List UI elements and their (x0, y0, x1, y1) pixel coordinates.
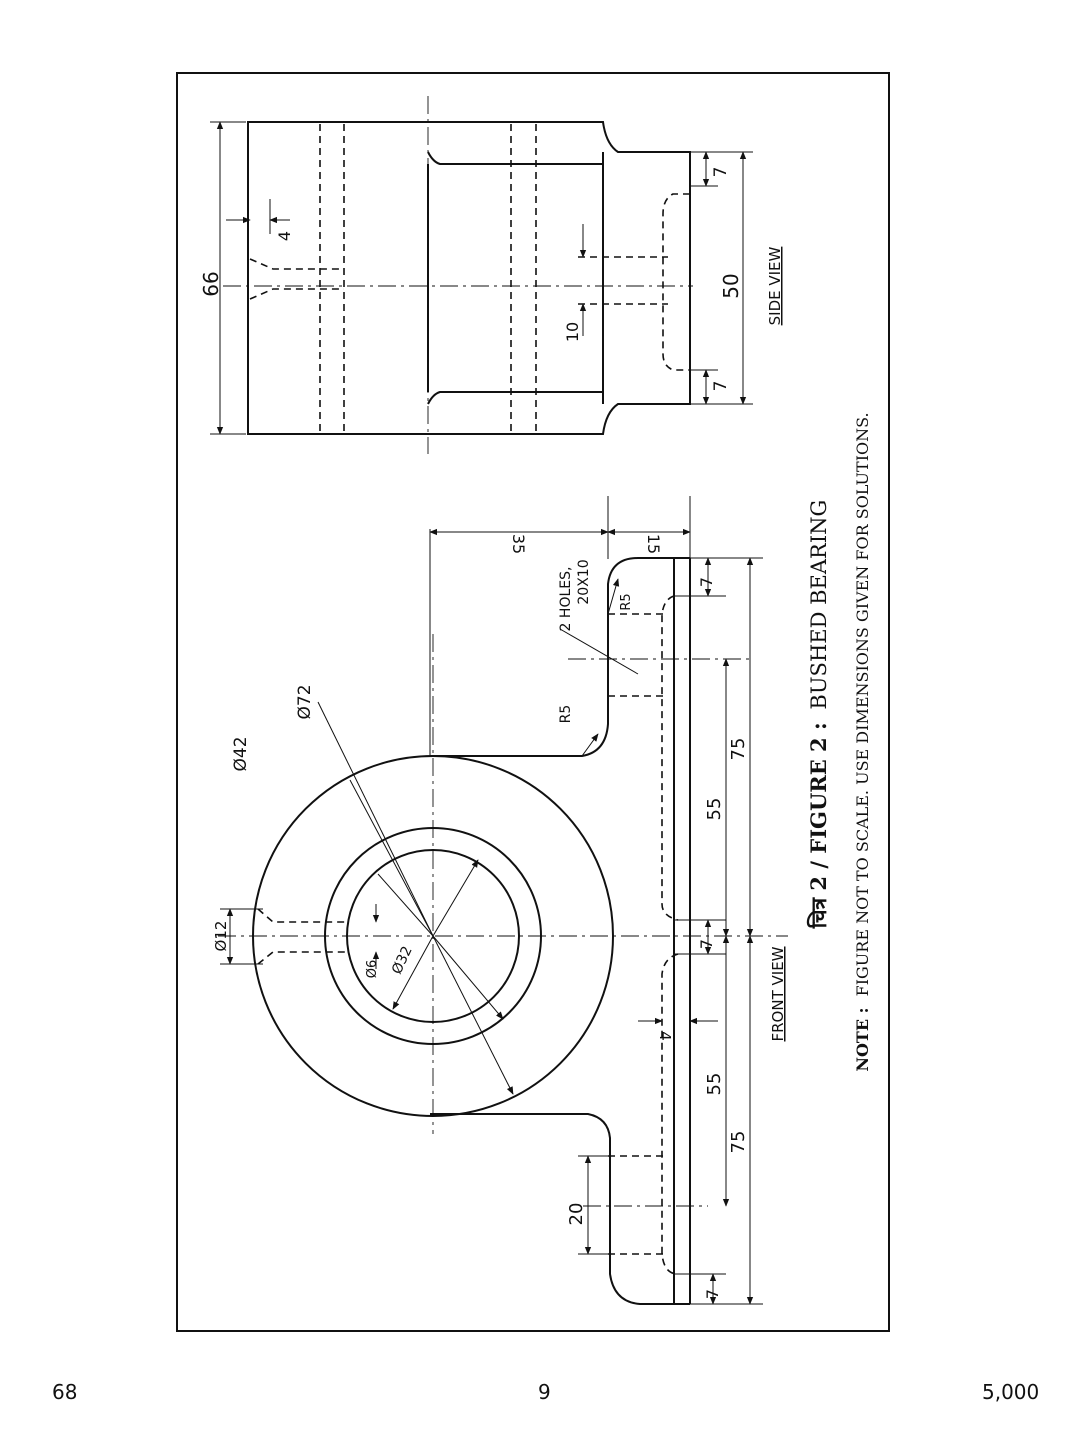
note-text: FIGURE NOT TO SCALE. USE DIMENSIONS GIVEN FOR SOLUTIONS. (853, 412, 872, 997)
dim-55-b: 55 (704, 1072, 725, 1096)
note-label: NOTE : (853, 1007, 872, 1072)
side-view (210, 96, 753, 454)
dim-d12: Ø12 (212, 920, 230, 952)
dim-d6: Ø6 (365, 959, 380, 979)
holes-size-label: 20X10 (576, 559, 592, 605)
dim-7-side-b: 7 (711, 380, 731, 392)
dim-15: 15 (644, 533, 663, 555)
svg-text:NOTE : FIGURE NOT TO SCA (853, 412, 872, 1071)
caption-prefix: चित्र 2 / FIGURE 2 : (806, 722, 831, 929)
dim-50: 50 (719, 273, 743, 299)
dim-4-side: 4 (275, 230, 294, 242)
footer-right: 5,000 (982, 1380, 1040, 1404)
r5-label-a: R5 (619, 593, 634, 611)
dim-7-side-a: 7 (711, 166, 731, 178)
dimension-labels (199, 167, 787, 1300)
dim-d72: Ø72 (295, 684, 315, 720)
footer-left: 68 (52, 1380, 78, 1404)
dim-75-b: 75 (728, 1130, 749, 1154)
side-view-label: SIDE VIEW (766, 246, 784, 326)
dim-d32: Ø32 (389, 943, 416, 977)
dim-4-front: 4 (656, 1031, 674, 1041)
svg-text:चित्र 2 / FIGURE 2 : BUS (806, 500, 831, 930)
front-view-label: FRONT VIEW (769, 946, 787, 1042)
dim-7-front-3: 7 (703, 1288, 722, 1300)
dim-7-front-2: 7 (697, 938, 716, 950)
dim-35: 35 (509, 533, 528, 555)
dim-7-front-1: 7 (697, 576, 716, 588)
dim-66: 66 (199, 271, 223, 297)
drawing-frame (176, 72, 890, 1332)
bushed-bearing-drawing (178, 74, 892, 1334)
dim-20: 20 (566, 1202, 587, 1226)
dim-10: 10 (563, 321, 582, 343)
dim-55-a: 55 (704, 797, 725, 821)
caption (806, 412, 872, 1071)
dim-d42: Ø42 (231, 736, 251, 772)
front-view (218, 496, 788, 1304)
r5-label-b: R5 (558, 704, 574, 724)
caption-title: BUSHED BEARING (807, 499, 831, 710)
dim-75-a: 75 (728, 737, 749, 761)
holes-label: 2 HOLES, (558, 566, 574, 632)
footer-center: 9 (538, 1380, 551, 1404)
